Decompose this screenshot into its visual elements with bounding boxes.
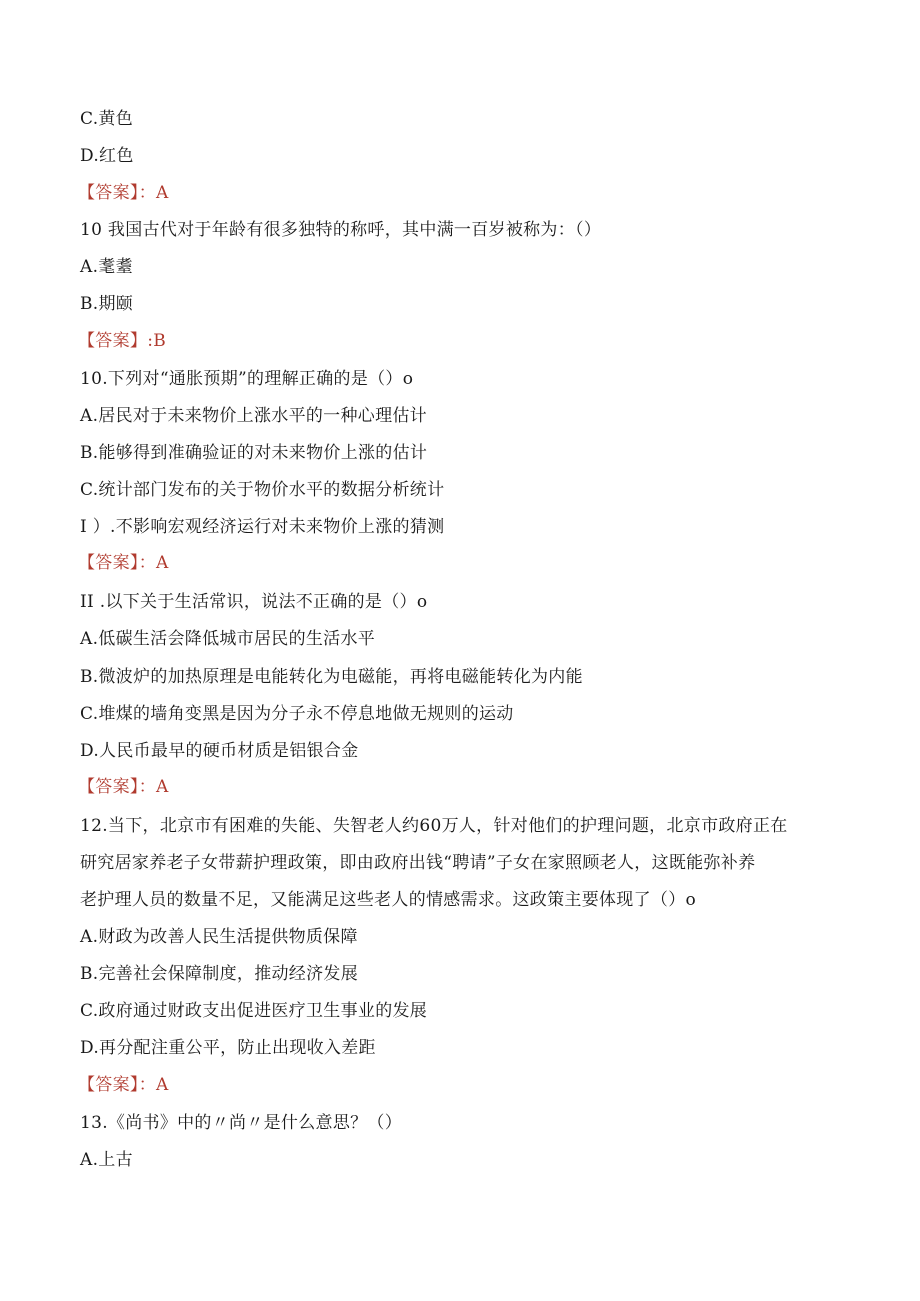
question-10a: 10 我国古代对于年龄有很多独特的称呼，其中满一百岁被称为：（） [80, 220, 602, 240]
answer-line: 【答案】：A [78, 183, 169, 203]
option-b-line: B.能够得到准确验证的对未来物价上涨的估计 [80, 443, 428, 463]
question-10b: 10.下列对“通胀预期”的理解正确的是（）o [80, 369, 414, 389]
option-c-line: C.黄色 [80, 109, 134, 129]
option-c-line: C.统计部门发布的关于物价水平的数据分析统计 [80, 480, 445, 500]
answer-line: 【答案】：A [78, 777, 169, 797]
option-b-line: B.完善社会保障制度，推动经济发展 [80, 964, 358, 984]
option-a-line: A.低碳生活会降低城市居民的生活水平 [80, 629, 376, 649]
option-c-line: C.堆煤的墙角变黑是因为分子永不停息地做无规则的运动 [80, 704, 514, 724]
option-d-line: D.红色 [80, 146, 134, 166]
answer-line: 【答案】：A [78, 1075, 169, 1095]
option-a-line: A.财政为改善人民生活提供物质保障 [80, 927, 358, 947]
answer-line: 【答案】:B [78, 331, 167, 351]
option-d-line: D.再分配注重公平，防止出现收入差距 [80, 1038, 376, 1058]
question-11: II .以下关于生活常识，说法不正确的是（）o [80, 592, 428, 612]
option-a-line: A.耄耋 [80, 257, 133, 277]
option-d-line: D.人民币最早的硬币材质是铝银合金 [80, 741, 359, 761]
option-c-line: C.政府通过财政支出促进医疗卫生事业的发展 [80, 1001, 428, 1021]
option-b-line: B.期颐 [80, 294, 134, 314]
option-b-line: B.微波炉的加热原理是电能转化为电磁能，再将电磁能转化为内能 [80, 667, 583, 687]
question-12-line-2: 研究居家养老子女带薪护理政策，即由政府出钱“聘请”子女在家照顾老人，这既能弥补养 [80, 853, 756, 873]
question-12-line-3: 老护理人员的数量不足，又能满足这些老人的情感需求。这政策主要体现了（）o [80, 890, 697, 910]
option-d-line: I ）.不影响宏观经济运行对未来物价上涨的猜测 [80, 517, 445, 537]
option-a-line: A.上古 [80, 1150, 133, 1170]
option-a-line: A.居民对于未来物价上涨水平的一种心理估计 [80, 406, 427, 426]
question-12-line-1: 12.当下，北京市有困难的失能、失智老人约60万人，针对他们的护理问题，北京市政府正在 [80, 816, 788, 836]
answer-line: 【答案】：A [78, 553, 169, 573]
question-13: 13.《尚书》中的〃尚〃是什么意思？（） [80, 1113, 403, 1133]
